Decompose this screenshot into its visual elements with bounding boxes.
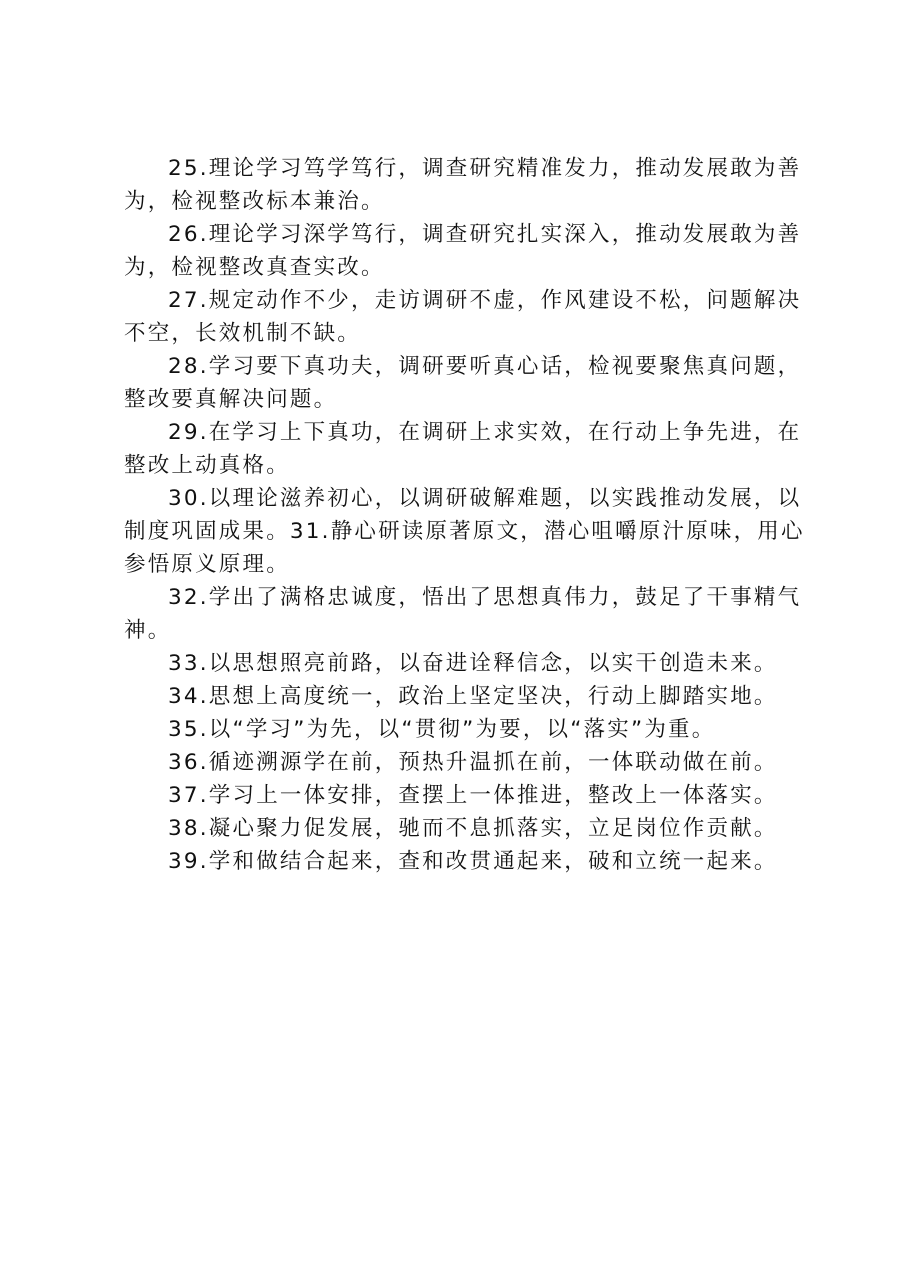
paragraph-38: 38.凝心聚力促发展，驰而不息抓落实，立足岗位作贡献。 bbox=[168, 816, 778, 841]
paragraph-29: 29.在学习上下真功，在调研上求实效，在行动上争先进，在整改上动真格。 bbox=[124, 420, 802, 478]
paragraph-26: 26.理论学习深学笃行，调查研究扎实深入，推动发展敢为善为，检视整改真查实改。 bbox=[124, 222, 802, 280]
paragraph-35: 35.以“学习”为先，以“贯彻”为要，以“落实”为重。 bbox=[168, 717, 716, 742]
paragraph-33: 33.以思想照亮前路，以奋进诠释信念，以实干创造未来。 bbox=[168, 651, 778, 676]
paragraph-36: 36.循迹溯源学在前，预热升温抓在前，一体联动做在前。 bbox=[168, 750, 778, 775]
paragraph-37: 37.学习上一体安排，查摆上一体推进，整改上一体落实。 bbox=[168, 783, 778, 808]
paragraph-28: 28.学习要下真功夫，调研要听真心话，检视要聚焦真问题，整改要真解决问题。 bbox=[124, 354, 802, 412]
document-body bbox=[124, 152, 812, 878]
paragraph-25: 25.理论学习笃学笃行，调查研究精准发力，推动发展敢为善为，检视整改标本兼治。 bbox=[124, 156, 802, 214]
paragraph-30-31: 30.以理论滋养初心，以调研破解难题，以实践推动发展，以制度巩固成果。31.静心研读原著原文，潜心咀嚼原汁原味，用心参悟原义原理。 bbox=[124, 486, 805, 577]
paragraph-34: 34.思想上高度统一，政治上坚定坚决，行动上脚踏实地。 bbox=[168, 684, 778, 709]
paragraph-39: 39.学和做结合起来，查和改贯通起来，破和立统一起来。 bbox=[168, 849, 778, 874]
paragraph-32: 32.学出了满格忠诚度，悟出了思想真伟力，鼓足了干事精气神。 bbox=[124, 585, 802, 643]
paragraph-27: 27.规定动作不少，走访调研不虚，作风建设不松，问题解决不空，长效机制不缺。 bbox=[124, 288, 802, 346]
